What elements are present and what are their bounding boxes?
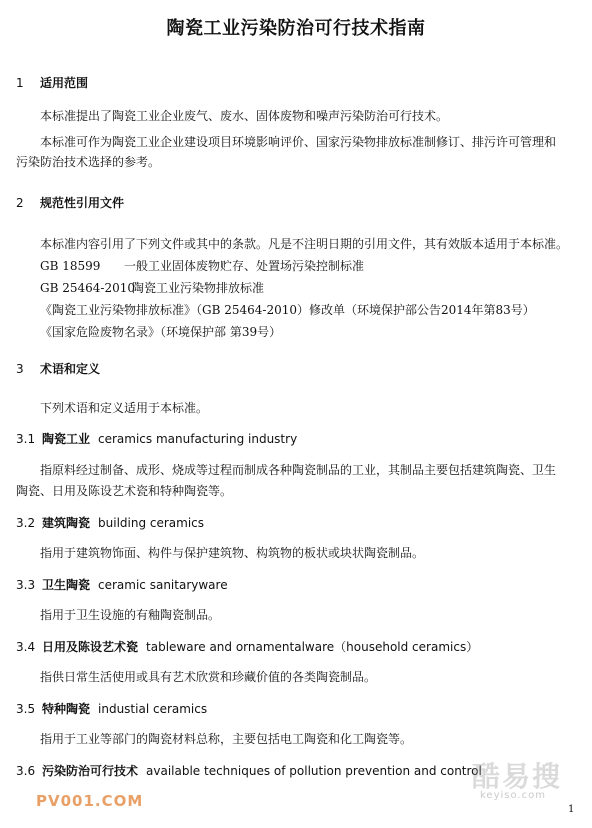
term-chinese: 污染防治可行技术 <box>42 764 139 778</box>
section-number: 1 <box>16 76 24 90</box>
reference-item <box>40 278 264 298</box>
term-number: 3.2 <box>16 516 36 530</box>
term-english: tableware and ornamentalware（household ceramics） <box>146 640 479 654</box>
term-definition: 指供日常生活使用或具有艺术欣赏和珍藏价值的各类陶瓷制品。 <box>40 670 377 684</box>
term-english: available techniques of pollution prevention and control <box>146 764 482 778</box>
term-definition: 指用于建筑物饰面、构件与保护建筑物、构筑物的板状或块状陶瓷制品。 <box>40 546 425 560</box>
section-3-heading <box>16 360 100 377</box>
reference-code: GB 18599 <box>40 259 101 273</box>
term-chinese: 陶瓷工业 <box>42 432 91 446</box>
term-definition: 指用于工业等部门的陶瓷材料总称，主要包括电工陶瓷和化工陶瓷等。 <box>40 732 413 746</box>
reference-code: GB 25464-2010 <box>40 281 135 295</box>
paragraph: 本标准内容引用了下列文件或其中的条款。凡是不注明日期的引用文件，其有效版本适用于本标准。 <box>40 237 569 251</box>
paragraph: 下列术语和定义适用于本标准。 <box>40 401 209 415</box>
term-heading <box>16 430 297 447</box>
term-definition-continuation: 陶瓷、日用及陈设艺术瓷和特种陶瓷等。 <box>16 484 233 498</box>
watermark-left: PV001.COM <box>36 792 144 810</box>
paragraph-continuation: 污染防治技术选择的参考。 <box>16 155 161 169</box>
term-english: ceramic sanitaryware <box>98 578 228 592</box>
section-title: 规范性引用文件 <box>40 196 125 210</box>
term-definition: 指原料经过制备、成形、烧成等过程而制成各种陶瓷制品的工业，其制品主要包括建筑陶瓷、卫生 <box>40 463 557 477</box>
term-number: 3.3 <box>16 578 36 592</box>
section-number: 2 <box>16 196 24 210</box>
term-number: 3.6 <box>16 764 36 778</box>
term-heading <box>16 762 482 779</box>
term-number: 3.5 <box>16 702 36 716</box>
section-title: 适用范围 <box>40 76 89 90</box>
term-number: 3.4 <box>16 640 36 654</box>
term-definition: 指用于卫生设施的有釉陶瓷制品。 <box>40 608 221 622</box>
term-heading <box>16 576 228 593</box>
term-chinese: 日用及陈设艺术瓷 <box>42 640 139 654</box>
term-chinese: 特种陶瓷 <box>42 702 91 716</box>
reference-name: 一般工业固体废物贮存、处置场污染控制标准 <box>124 259 365 273</box>
reference-item: 《国家危险废物名录》（环境保护部 第39号） <box>40 325 282 339</box>
term-chinese: 卫生陶瓷 <box>42 578 91 592</box>
watermark-right: 酷易搜 <box>472 760 563 793</box>
term-heading <box>16 700 207 717</box>
reference-name: 陶瓷工业污染物排放标准 <box>132 281 265 295</box>
term-english: industial ceramics <box>98 702 208 716</box>
term-english: ceramics manufacturing industry <box>98 432 298 446</box>
term-chinese: 建筑陶瓷 <box>42 516 91 530</box>
section-1-heading <box>16 74 88 91</box>
page-number: 1 <box>568 804 575 815</box>
section-title: 术语和定义 <box>40 362 101 376</box>
section-number: 3 <box>16 362 24 376</box>
document-title: 陶瓷工业污染防治可行技术指南 <box>166 18 426 39</box>
term-english: building ceramics <box>98 516 205 530</box>
reference-item <box>40 256 364 276</box>
term-number: 3.1 <box>16 432 36 446</box>
paragraph: 本标准提出了陶瓷工业企业废气、废水、固体废物和噪声污染防治可行技术。 <box>40 109 449 123</box>
watermark-right-subtext: keyiso.com <box>480 790 546 801</box>
paragraph: 本标准可作为陶瓷工业企业建设项目环境影响评价、国家污染物排放标准制修订、排污许可管理和 <box>40 135 557 149</box>
term-heading <box>16 514 204 531</box>
reference-item: 《陶瓷工业污染物排放标准》（GB 25464-2010）修改单（环境保护部公告2014年第83号） <box>40 303 535 317</box>
term-heading <box>16 638 478 655</box>
section-2-heading <box>16 194 124 211</box>
